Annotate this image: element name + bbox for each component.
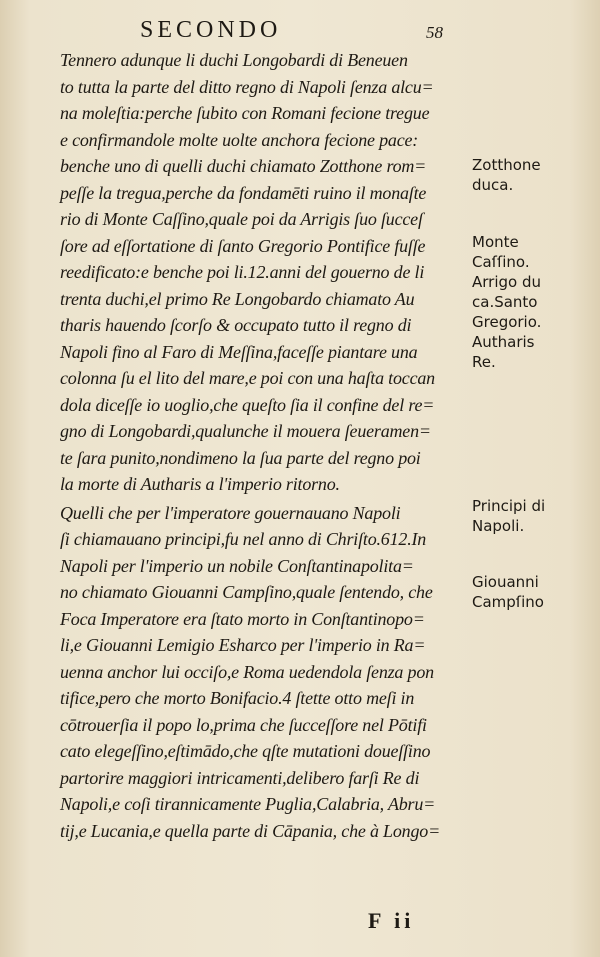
text-line: tharis hauendo ſcorſo & occupato tutto il regno di — [60, 315, 412, 335]
text-line: la morte di Autharis a l'imperio ritorno. — [60, 474, 340, 494]
margin-note-line: Zotthone — [472, 156, 541, 174]
margin-note-line: Autharis — [472, 333, 535, 351]
text-line: te ſara punito,nondimeno la ſua parte del regno poi — [60, 447, 421, 468]
text-line: e confirmandole molte uolte anchora fecione pace: — [60, 129, 419, 150]
text-line: li,e Giouanni Lemigio Esharco per l'imperio in Ra= — [60, 635, 426, 655]
paragraph-autharis — [60, 47, 468, 498]
text-line: Tennero adunque li duchi Longobardi di Beneuen — [60, 50, 408, 70]
page-number: 58 — [426, 23, 443, 42]
text-line: cato elegeſſino,eſtimādo,che qſte mutationi doueſſino — [60, 741, 431, 761]
text-line: cōtrouerſia il popo lo,prima che ſucceſſore nel Pōtifi — [60, 714, 427, 735]
text-line: Napoli,e coſi tirannicamente Puglia,Calabria, Abru= — [60, 794, 436, 814]
margin-note-principi — [472, 496, 545, 536]
text-line: Napoli fino al Faro di Meſſina,faceſſe piantare una — [60, 341, 418, 362]
text-line: Foca Imperatore era ſtato morto in Conſtantinopo= — [60, 608, 425, 629]
text-line: partorire maggiori intricamenti,delibero farſi Re di — [60, 767, 420, 788]
text-line: uenna anchor lui occiſo,e Roma uedendola ſenza pon — [60, 661, 434, 682]
margin-note-line: duca. — [472, 176, 514, 194]
text-line: Napoli per l'imperio un nobile Conſtantinapolita= — [60, 555, 414, 576]
text-line: na moleſtia:perche ſubito con Romani fecione tregue — [60, 103, 430, 123]
text-line: dola diceſſe io uoglio,che queſto ſia il confine del re= — [60, 394, 435, 415]
text-line: no chiamato Giouanni Campſino,quale ſentendo, che — [60, 582, 433, 602]
margin-note-zotthone — [472, 155, 541, 195]
text-line: tifice,pero che morto Bonifacio.4 ſtette otto meſi in — [60, 688, 415, 708]
margin-note-giouanni — [472, 572, 544, 612]
text-line: rio di Monte Caſſino,quale poi da Arrigis ſuo ſucceſ — [60, 209, 423, 229]
text-line: ſore ad eſſortatione di ſanto Gregorio Pontifice fuſſe — [60, 235, 426, 256]
text-line: tij,e Lucania,e quella parte di Cāpania, che à Longo= — [60, 820, 441, 841]
text-line: to tutta la parte del ditto regno di Napoli ſenza alcu= — [60, 76, 434, 97]
page-header — [140, 17, 443, 47]
margin-note-line: Campſino — [472, 593, 544, 611]
margin-note-monte-cassino — [472, 232, 541, 372]
margin-note-line: Monte — [472, 233, 519, 251]
margin-note-line: Napoli. — [472, 517, 525, 535]
text-line: colonna ſu el lito del mare,e poi con una haſta toccan — [60, 368, 435, 388]
margin-note-line: Caſſino. — [472, 253, 530, 271]
margin-note-line: Re. — [472, 353, 496, 371]
margin-note-line: Arrigo du — [472, 273, 541, 291]
text-line: peſſe la tregua,perche da fondamēti ruino il monaſte — [60, 182, 427, 203]
margin-note-line: Principi di — [472, 497, 546, 515]
margin-note-line: Giouanni — [472, 573, 539, 591]
signature-mark: F ii — [368, 908, 415, 933]
margin-note-line: ca.Santo — [472, 293, 538, 311]
text-line: benche uno di quelli duchi chiamato Zotthone rom= — [60, 156, 427, 176]
text-line: trenta duchi,el primo Re Longobardo chiamato Au — [60, 288, 415, 309]
margin-note-line: Gregorio. — [472, 313, 542, 331]
text-line: reedificato:e benche poi li.12.anni del gouerno de li — [60, 262, 425, 282]
text-line: Quelli che per l'imperatore gouernauano Napoli — [60, 502, 401, 523]
text-line: ſi chiamauano principi,fu nel anno di Chriſto.612.In — [60, 529, 427, 549]
paragraph-principi — [60, 500, 468, 845]
main-text-block — [60, 47, 468, 844]
text-line: gno di Longobardi,qualunche il mouera ſeueramen= — [60, 421, 431, 441]
running-head: SECONDO — [140, 17, 282, 43]
